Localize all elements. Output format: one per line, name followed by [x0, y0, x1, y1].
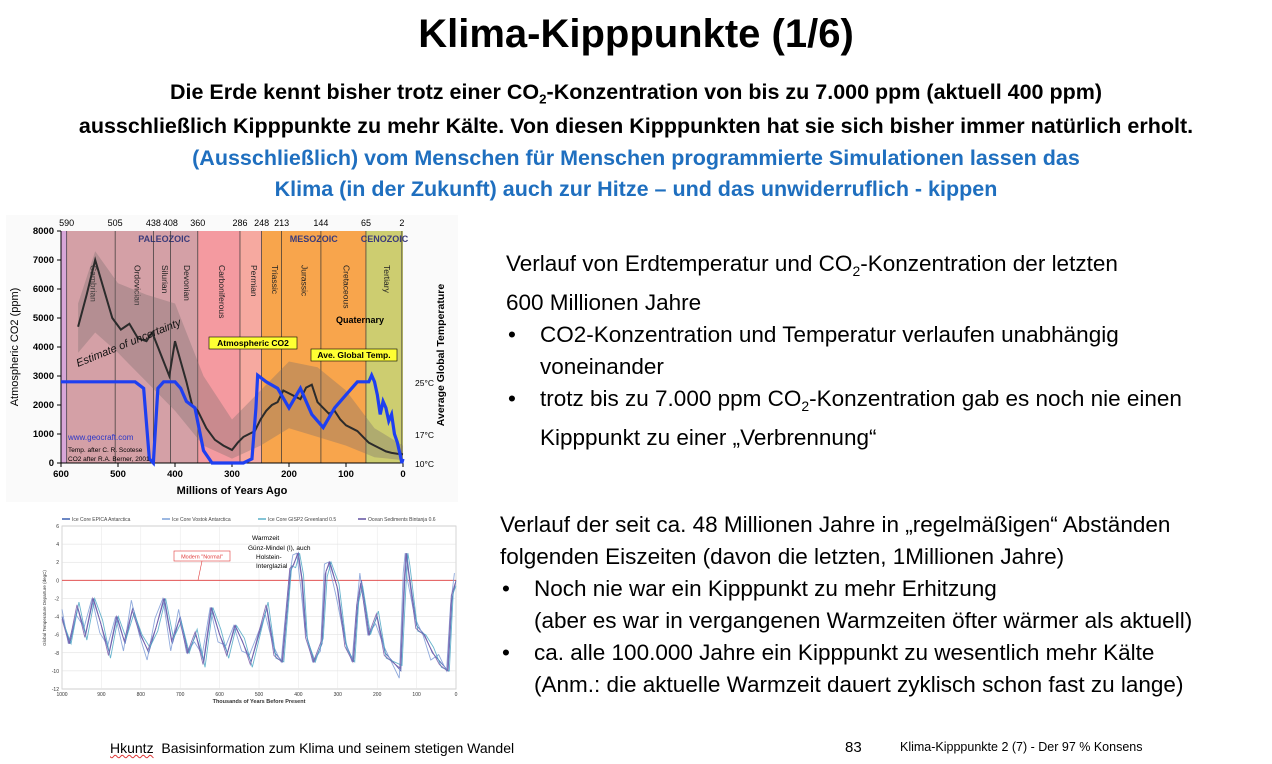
- x-tick-label: 600: [53, 469, 69, 480]
- footer-author: Hkuntz: [110, 740, 154, 756]
- y-tick-label: 4: [56, 542, 59, 549]
- y-tick-label: 2: [56, 560, 59, 567]
- x-tick-label: 100: [412, 692, 421, 698]
- temp-annotation: Ave. Global Temp.: [317, 350, 391, 360]
- y-tick-label: 6: [56, 524, 59, 530]
- x-tick-label: 700: [176, 692, 185, 698]
- y-tick-label: -10: [51, 668, 59, 675]
- block1-bullet-2: • trotz bis zu 7.000 ppm $CO_2$-Konzentration gab es noch nie einen Kipppunkt zu einer „Verbrennung“: [506, 383, 1246, 454]
- warm-annotation-4: Interglazial: [256, 563, 288, 570]
- top-tick-label: 286: [232, 218, 248, 228]
- y-axis-title-right: Average Global Temperature: [435, 283, 447, 427]
- block1-heading-2: 600 Millionen Jahre: [506, 289, 702, 315]
- y-tick-label: 5000: [32, 313, 54, 324]
- x-axis-title: Millions of Years Ago: [176, 485, 288, 497]
- temp-label: 17°C: [415, 430, 434, 440]
- warm-annotation-3: Holstein-: [256, 554, 282, 561]
- y-tick-label: 8000: [32, 226, 54, 237]
- x-tick-label: 400: [294, 692, 303, 698]
- source-annotation-1: Temp. after C. R. Scotese: [68, 447, 143, 454]
- modern-normal-label: Modern "Normal": [181, 554, 223, 561]
- x-tick-label: 600: [215, 692, 224, 698]
- y-tick-label: 6000: [32, 284, 54, 295]
- era-label: PALEOZOIC: [138, 234, 191, 244]
- y-tick-label: 2000: [32, 400, 54, 411]
- top-tick-label: 213: [274, 218, 290, 228]
- quaternary-annotation: Quaternary: [336, 315, 385, 325]
- era-label: CENOZOIC: [360, 234, 409, 244]
- top-tick-label: 408: [162, 218, 178, 228]
- warm-annotation-2: Günz-Mindel (I), auch: [248, 545, 311, 552]
- block2-bullet-2: • ca. alle 100.000 Jahre ein Kipppunkt zu wesentlich mehr Kälte (Anm.: die aktuelle Warmzeit dauert zyklisch schon fast zu lange): [500, 637, 1270, 701]
- period-label: Carboniferous: [216, 265, 227, 319]
- x-tick-label: 200: [373, 692, 382, 698]
- y-tick-label: -12: [51, 687, 59, 693]
- x-tick-label: 500: [110, 469, 126, 480]
- period-label: Triassic: [269, 265, 280, 294]
- x-tick-label: 200: [281, 469, 297, 480]
- footer-subtitle: Basisinformation zum Klima und seinem stetigen Wandel: [161, 740, 515, 756]
- x-tick-label: 1000: [56, 692, 68, 698]
- legend-label: Ice Core GISP2 Greenland 0.5: [268, 517, 337, 523]
- legend-label: Ice Core EPICA Antarctica: [72, 517, 131, 523]
- uncertainty-annotation: Estimate of uncertainty: [74, 316, 183, 370]
- footer-left: [110, 740, 514, 756]
- period-label: Ordovician: [132, 265, 143, 306]
- period-label: Silurian: [159, 265, 170, 294]
- legend-label: Ice Core Vostok Antarctica: [172, 517, 231, 523]
- period-label: Cretaceous: [341, 265, 352, 309]
- x-tick-label: 300: [333, 692, 342, 698]
- intro-line-2: ausschließlich Kipppunkte zu mehr Kälte. Von diesen Kipppunkten hat sie sich bisher immer natürlich erholt.: [78, 114, 1194, 138]
- top-tick-label: 360: [190, 218, 206, 228]
- period-label: Permian: [248, 265, 259, 297]
- x-tick-label: 400: [167, 469, 183, 480]
- site-annotation: www.geocraft.com: [68, 433, 134, 442]
- period-label: Devonian: [182, 265, 193, 301]
- y-tick-label: 1000: [32, 429, 54, 440]
- x-tick-label: 0: [454, 692, 458, 698]
- top-tick-label: 438: [145, 218, 161, 228]
- y-tick-label: -2: [54, 596, 59, 603]
- x-tick-label: 500: [254, 692, 264, 698]
- top-tick-label: 248: [254, 218, 270, 228]
- source-annotation-2: CO2 after R.A. Berner, 2001: [68, 456, 150, 463]
- x-tick-label: 300: [224, 469, 240, 480]
- intro-line-1: Die Erde kennt bisher trotz einer $CO_2$-Konzentration von bis zu 7.000 ppm (aktuell 400 ppm): [169, 80, 1103, 107]
- top-tick-label: 505: [107, 218, 123, 228]
- intro-line-4: Klima (in der Zukunft) auch zur Hitze – und das unwiderruflich - kippen: [274, 177, 998, 201]
- era-label: MESOZOIC: [289, 234, 338, 244]
- x-tick-label: 100: [338, 469, 354, 480]
- y-axis-title: Global Temperature Departure (degC): [42, 570, 47, 646]
- co2-temperature-svg: [6, 215, 458, 502]
- temp-label: 25°C: [415, 377, 434, 388]
- top-tick-label: 65: [360, 218, 371, 228]
- warm-annotation-1: Warmzeit: [252, 535, 280, 542]
- block2-heading-1: Verlauf der seit ca. 48 Millionen Jahre in „regelmäßigen“ Abständen: [500, 512, 1171, 537]
- period-label: Jurassic: [299, 265, 310, 297]
- top-tick-label: 590: [59, 218, 75, 228]
- y-tick-label: -6: [54, 632, 59, 639]
- y-tick-label: 0: [56, 578, 59, 585]
- y-tick-label: -4: [54, 614, 59, 621]
- y-tick-label: -8: [54, 650, 59, 657]
- legend-label: Ocean Sediments Bintanja 0.6: [368, 517, 436, 523]
- ice-age-svg: [38, 512, 462, 707]
- page-title: Klima-Kipppunkte (1/6): [418, 12, 854, 56]
- period-label: Tertiary: [382, 265, 393, 293]
- x-tick-label: 800: [136, 692, 145, 698]
- text-block-1: [506, 248, 1246, 454]
- text-block-2: [500, 509, 1270, 701]
- block2-heading-2: folgenden Eiszeiten (davon die letzten, 1Millionen Jahre): [500, 544, 1065, 569]
- top-tick-label: 144: [313, 218, 329, 228]
- top-tick-label: 2: [399, 218, 405, 228]
- block1-bullet-1: • CO2-Konzentration und Temperatur verlaufen unabhängig voneinander: [506, 319, 1246, 383]
- block1-heading: Verlauf von Erdtemperatur und $CO_2$-Konzentration der letzten: [506, 251, 1118, 279]
- x-axis-title: Thousands of Years Before Present: [212, 699, 306, 705]
- y-tick-label: 3000: [32, 371, 54, 382]
- y-axis-title: Atmospheric CO2 (ppm): [9, 287, 21, 407]
- co2-temperature-chart: [6, 215, 458, 502]
- y-tick-label: 4000: [32, 342, 54, 353]
- footer-reference: Klima-Kipppunkte 2 (7) - Der 97 % Konsens: [900, 740, 1143, 754]
- period-band: [61, 231, 67, 463]
- co2-annotation: Atmospheric CO2: [217, 338, 289, 348]
- intro-line-3: (Ausschließlich) vom Menschen für Menschen programmierte Simulationen lassen das: [192, 146, 1080, 170]
- x-tick-label: 900: [97, 692, 106, 698]
- x-tick-label: 0: [400, 469, 406, 480]
- y-tick-label: 0: [48, 458, 54, 469]
- temp-label: 10°C: [415, 459, 434, 469]
- page-number: 83: [845, 739, 862, 756]
- y-tick-label: 7000: [32, 255, 54, 266]
- block2-bullet-1: • Noch nie war ein Kipppunkt zu mehr Erhitzung (aber es war in vergangenen Warmzeiten öfter wärmer als aktuell): [500, 573, 1270, 637]
- ice-age-chart: [38, 512, 462, 707]
